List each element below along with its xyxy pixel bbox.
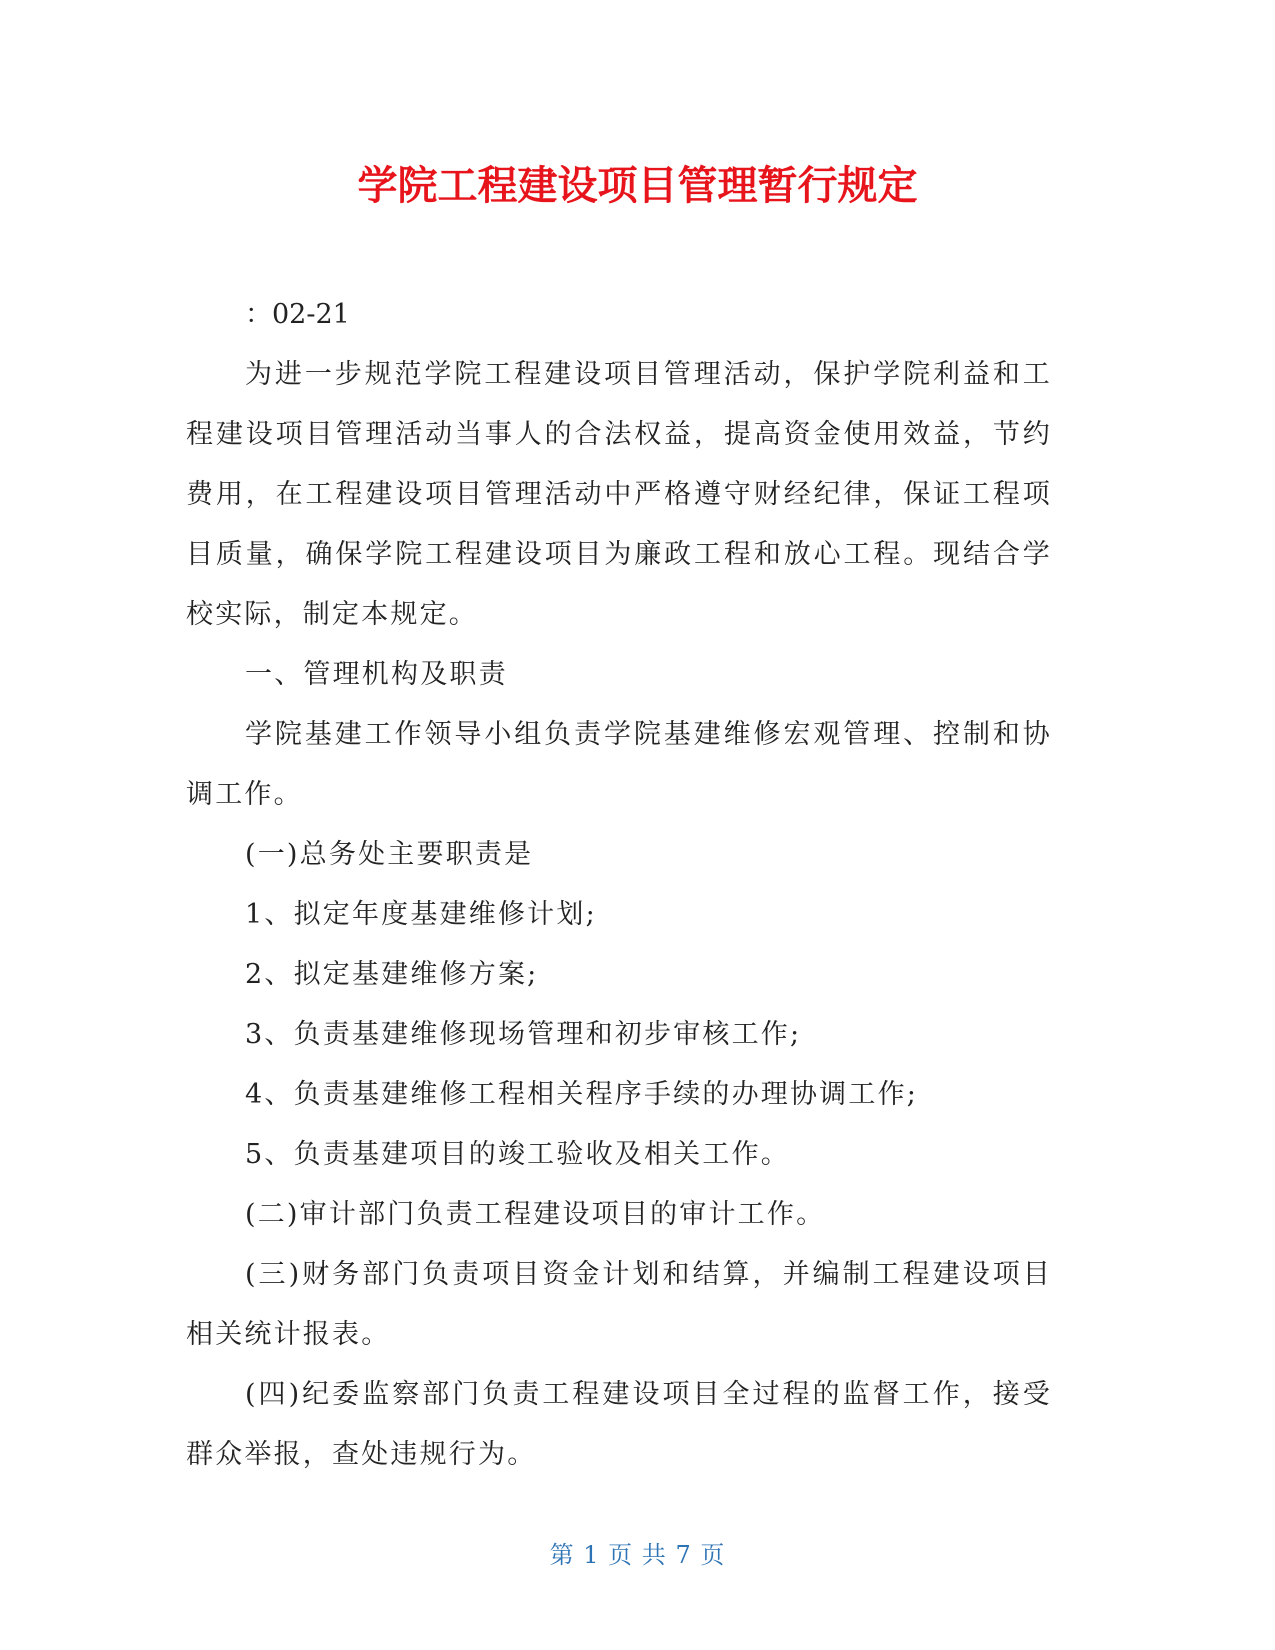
subsection-audit: (二)审计部门负责工程建设项目的审计工作。 bbox=[245, 1199, 826, 1230]
list-item: 3、负责基建维修现场管理和初步审核工作; bbox=[245, 1019, 802, 1050]
subsection-supervision: (四)纪委监察部门负责工程建设项目全过程的监督工作，接受群众举报，查处违规行为。 bbox=[186, 1379, 1052, 1470]
document-title: 学院工程建设项目管理暂行规定 bbox=[357, 163, 918, 209]
section-heading-1: 一、管理机构及职责 bbox=[245, 659, 508, 690]
paragraph-intro: 为进一步规范学院工程建设项目管理活动，保护学院利益和工程建设项目管理活动当事人的合法权益，提高资金使用效益，节约费用，在工程建设项目管理活动中严格遵守财经纪律，保证工程项目质量，确保学院工程建设项目为廉政工程和放心工程。现结合学校实际，制定本规定。 bbox=[186, 359, 1052, 630]
paragraph-leadership: 学院基建工作领导小组负责学院基建维修宏观管理、控制和协调工作。 bbox=[186, 719, 1052, 810]
document-body bbox=[186, 285, 1052, 1485]
list-item: 1、拟定年度基建维修计划; bbox=[245, 899, 597, 930]
subsection-finance: (三)财务部门负责项目资金计划和结算，并编制工程建设项目相关统计报表。 bbox=[186, 1259, 1052, 1350]
subsection-heading-1: (一)总务处主要职责是 bbox=[245, 839, 534, 870]
list-item: 2、拟定基建维修方案; bbox=[245, 959, 539, 990]
list-item: 5、负责基建项目的竣工验收及相关工作。 bbox=[245, 1139, 790, 1170]
page-number-footer: 第 1 页 共 7 页 bbox=[549, 1541, 726, 1569]
list-item: 4、负责基建维修工程相关程序手续的办理协调工作; bbox=[245, 1079, 919, 1110]
date-line: ：02-21 bbox=[245, 299, 350, 330]
